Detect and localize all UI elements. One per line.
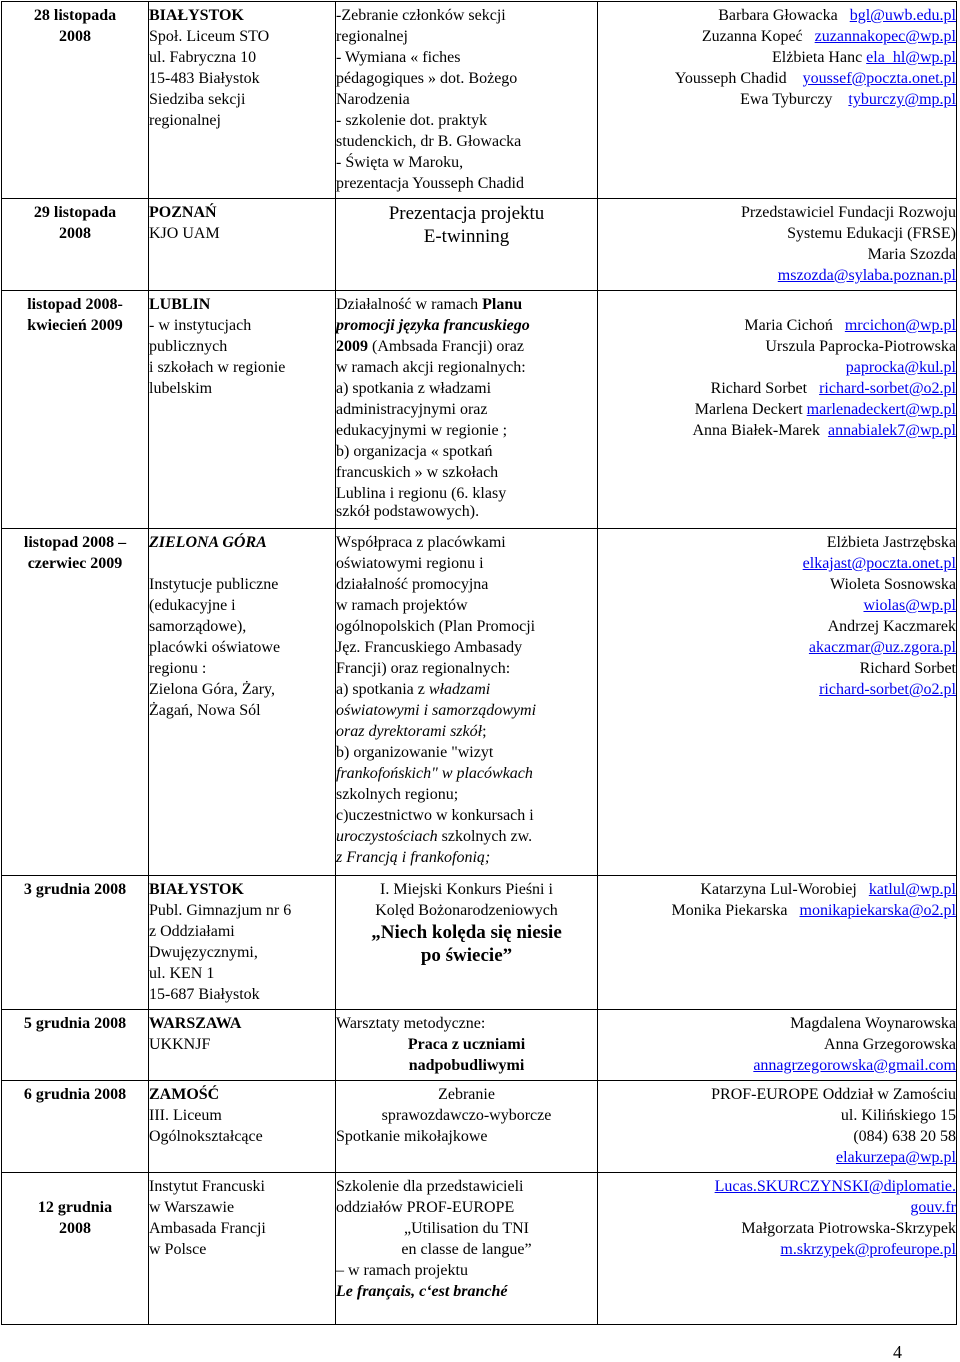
contact-cell: [598, 1010, 957, 1081]
contact-cell: [598, 2, 957, 199]
activity-line: „Utilisation du TNI: [403, 1220, 530, 1237]
activity-line: Warsztaty metodyczne:: [336, 1015, 486, 1032]
location-cell: [149, 1081, 336, 1173]
activity-text: (Ambsada Francji) oraz: [372, 338, 524, 355]
contact-line: [598, 315, 956, 336]
activity-line: [336, 826, 597, 847]
activity-line: prezentacja Yousseph Chadid: [336, 175, 524, 192]
activity-cell: [336, 876, 598, 1010]
date-line: 2008: [59, 225, 91, 242]
activity-text: Planu: [482, 296, 523, 313]
place-line: Społ. Liceum STO: [149, 28, 270, 45]
email-link[interactable]: Lucas.SKURCZYNSKI@diplomatie.: [714, 1178, 956, 1195]
date-line: 2008: [59, 1220, 91, 1237]
activity-line: frankofońskich" w placówkach: [336, 765, 533, 782]
date-cell: [2, 1010, 149, 1081]
location-cell: [149, 2, 336, 199]
activity-line: sprawozdawczo-wyborcze: [381, 1107, 552, 1124]
email-link[interactable]: m.skrzypek@profeurope.pl: [780, 1241, 956, 1258]
place-line: - w instytucjach: [149, 317, 252, 334]
activity-line: c)uczestnictwo w konkursach i: [336, 807, 534, 824]
table-row: [2, 1173, 957, 1325]
contact-name: Elżbieta Hanc: [772, 49, 863, 66]
contact-name: Wioleta Sosnowska: [829, 576, 956, 593]
location-cell: [149, 199, 336, 291]
place-line: Dwujęzycznymi,: [149, 944, 258, 961]
activity-cell: [336, 199, 598, 291]
date-line: listopad 2008-: [27, 296, 123, 313]
activity-line: - szkolenie dot. praktyk: [336, 112, 488, 129]
activity-line: a) spotkania z władzami: [336, 380, 492, 397]
activity-line: ogólnopolskich (Plan Promocji: [336, 618, 536, 635]
activity-line: w ramach projektów: [336, 597, 468, 614]
contact-name: Elżbieta Jastrzębska: [826, 534, 956, 551]
contact-cell: [598, 199, 957, 291]
activity-cell: [336, 1081, 598, 1173]
table-row: [2, 1081, 957, 1173]
place-line: z Oddziałami: [149, 923, 235, 940]
place-line: 15-483 Białystok: [149, 70, 260, 87]
contact-name: Ewa Tyburczy: [740, 91, 833, 108]
activity-text: szkolnych zw.: [441, 828, 533, 845]
contact-cell: [598, 529, 957, 876]
date-line: czerwiec 2009: [27, 555, 123, 572]
activity-line: - Święta w Maroku,: [336, 154, 464, 171]
location-cell: [149, 1173, 336, 1325]
contact-line: Przedstawiciel Fundacji Rozwoju: [740, 204, 956, 221]
table-row: [2, 876, 957, 1010]
place-line: placówki oświatowe: [149, 639, 281, 656]
place-line: regionalnej: [149, 112, 221, 129]
email-link[interactable]: mrcichon@wp.pl: [844, 317, 956, 334]
project-name: Le français, c‘est branché: [336, 1283, 508, 1300]
activity-text: Działalność w ramach: [336, 296, 479, 313]
place-line: 15-687 Białystok: [149, 986, 260, 1003]
project-title: E-twinning: [423, 226, 510, 247]
email-link[interactable]: elakurzepa@wp.pl: [835, 1149, 956, 1166]
activity-line: – w ramach projektu: [336, 1262, 468, 1279]
activity-cell: [336, 291, 598, 529]
activity-cell: [336, 529, 598, 876]
date-line: 12 grudnia: [37, 1199, 113, 1216]
spacer: [2, 1176, 148, 1197]
date-cell: [2, 876, 149, 1010]
email-link[interactable]: ela_hl@wp.pl: [866, 49, 956, 66]
project-title: Prezentacja projektu: [388, 203, 545, 224]
place-line: UKKNJF: [149, 1036, 211, 1053]
spacer: [149, 553, 335, 574]
activity-line: regionalnej: [336, 28, 408, 45]
email-link[interactable]: richard-sorbet@o2.pl: [819, 380, 956, 397]
contact-name: Richard Sorbet: [710, 380, 808, 397]
activity-line: szkolnych regionu;: [336, 786, 459, 803]
activity-line: - Wymiana « fiches: [336, 49, 461, 66]
city-name: WARSZAWA: [149, 1015, 242, 1032]
place-line: Zielona Góra, Żary,: [149, 681, 276, 698]
activity-line: pédagogiques » dot. Bożego: [336, 70, 518, 87]
contact-line: [598, 89, 956, 110]
contact-line: (084) 638 20 58: [853, 1128, 956, 1145]
activity-text: oraz dyrektorami szkół: [336, 723, 483, 740]
city-name: BIAŁYSTOK: [149, 7, 244, 24]
activity-text: 2009: [336, 338, 368, 355]
contact-name: Richard Sorbet: [859, 660, 956, 677]
contact-name: Zuzanna Kopeć: [701, 28, 803, 45]
email-link[interactable]: wiolas@wp.pl: [863, 597, 956, 614]
activity-line: Praca z uczniami: [407, 1036, 526, 1053]
contact-line: [598, 420, 956, 441]
place-line: i szkołach w regionie: [149, 359, 286, 376]
city-name: BIAŁYSTOK: [149, 881, 244, 898]
email-link[interactable]: richard-sorbet@o2.pl: [819, 681, 956, 698]
date-line: 6 grudnia 2008: [23, 1086, 127, 1103]
date-line: 2008: [59, 28, 91, 45]
place-line: ul. KEN 1: [149, 965, 215, 982]
date-cell: [2, 2, 149, 199]
activity-line: studenckich, dr B. Głowacka: [336, 133, 522, 150]
date-line: 3 grudnia 2008: [23, 881, 127, 898]
date-line: 28 listopada: [33, 7, 117, 24]
activity-line: b) organizacja « spotkań: [336, 443, 493, 460]
activity-cell: [336, 2, 598, 199]
email-link[interactable]: bgl@uwb.edu.pl: [849, 7, 956, 24]
date-line: 5 grudnia 2008: [23, 1015, 127, 1032]
activity-line: promocji języka francuskiego: [336, 317, 530, 334]
email-link[interactable]: akaczmar@uz.zgora.pl: [808, 639, 956, 656]
contact-line: PROF-EUROPE Oddział w Zamościu: [711, 1086, 956, 1103]
place-line: Instytut Francuski: [149, 1178, 265, 1195]
table-row: [2, 199, 957, 291]
contact-name: Maria Cichoń: [744, 317, 833, 334]
email-link[interactable]: katlul@wp.pl: [868, 881, 956, 898]
contact-line: Systemu Edukacji (FRSE): [787, 225, 956, 242]
contact-name: Urszula Paprocka-Piotrowska: [765, 338, 956, 355]
contact-name: Marlena Deckert: [694, 401, 803, 418]
email-link[interactable]: youssef@poczta.onet.pl: [802, 70, 956, 87]
activity-line: działalność promocyjna: [336, 576, 489, 593]
contact-line: [598, 47, 956, 68]
activity-line: Zebranie: [438, 1086, 495, 1103]
contact-line: [598, 5, 956, 26]
activity-line: edukacyjnymi w regionie ;: [336, 422, 508, 439]
place-line: III. Liceum: [149, 1107, 222, 1124]
city-name: ZIELONA GÓRA: [149, 534, 267, 551]
place-line: KJO UAM: [149, 225, 220, 242]
place-line: (edukacyjne i: [149, 597, 236, 614]
location-cell: [149, 529, 336, 876]
contact-name: Katarzyna Lul-Worobiej: [700, 881, 857, 898]
contact-name: Andrzej Kaczmarek: [827, 618, 956, 635]
activity-line: administracyjnymi oraz: [336, 401, 488, 418]
activity-line: nadpobudliwymi: [408, 1057, 525, 1074]
place-line: lubelskim: [149, 380, 213, 397]
activity-line: Spotkanie mikołajkowe: [336, 1128, 488, 1145]
place-line: regionu :: [149, 660, 207, 677]
carol-title: po świecie”: [420, 945, 513, 966]
place-line: Instytucje publiczne: [149, 576, 279, 593]
activity-line: Jęz. Francuskiego Ambasady: [336, 639, 523, 656]
email-link[interactable]: annagrzegorowska@gmail.com: [753, 1057, 956, 1074]
date-line: 29 listopada: [33, 204, 117, 221]
activity-line: francuskich » w szkołach: [336, 464, 499, 481]
contact-line: [598, 26, 956, 47]
city-name: ZAMOŚĆ: [149, 1086, 220, 1103]
contact-name: Anna Grzegorowska: [824, 1036, 956, 1053]
place-line: Siedziba sekcji: [149, 91, 246, 108]
activity-line: Francji) oraz regionalnych:: [336, 660, 511, 677]
email-link[interactable]: tyburczy@mp.pl: [848, 91, 956, 108]
table-row: [2, 2, 957, 199]
contact-name: Yousseph Chadid: [674, 70, 787, 87]
city-name: LUBLIN: [149, 296, 211, 313]
table-row: [2, 529, 957, 876]
date-cell: [2, 291, 149, 529]
activity-line: Współpraca z placówkami: [336, 534, 506, 551]
events-table: [1, 1, 957, 1325]
email-link[interactable]: monikapiekarska@o2.pl: [799, 902, 956, 919]
location-cell: [149, 876, 336, 1010]
place-line: Żagań, Nowa Sól: [149, 702, 261, 719]
place-line: Ambasada Francji: [149, 1220, 266, 1237]
location-cell: [149, 1010, 336, 1081]
activity-cell: [336, 1173, 598, 1325]
date-line: kwiecień 2009: [27, 317, 123, 334]
contact-line: ul. Kilińskiego 15: [840, 1107, 956, 1124]
email-link[interactable]: marlenadeckert@wp.pl: [806, 401, 956, 418]
email-link[interactable]: annabialek7@wp.pl: [827, 422, 956, 439]
contact-name: Małgorzata Piotrowska-Skrzypek: [741, 1220, 956, 1237]
activity-text: władzami: [428, 681, 491, 698]
activity-text: a) spotkania z: [336, 681, 425, 698]
activity-text: uroczystościach: [336, 828, 438, 845]
activity-line: I. Miejski Konkurs Pieśni i: [380, 881, 553, 898]
date-cell: [2, 199, 149, 291]
contact-line: [598, 900, 956, 921]
activity-line: Narodzenia: [336, 91, 410, 108]
activity-line: z Francją i frankofonią;: [336, 849, 491, 866]
contact-cell: [598, 1173, 957, 1325]
contact-name: Anna Białek-Marek: [692, 422, 820, 439]
activity-line: [336, 721, 597, 742]
activity-line: [336, 679, 597, 700]
activity-cell: [336, 1010, 598, 1081]
activity-line: oświatowymi i samorządowymi: [336, 702, 537, 719]
email-link[interactable]: elkajast@poczta.onet.pl: [802, 555, 956, 572]
table-row: [2, 1010, 957, 1081]
spacer: [598, 294, 956, 315]
table-row: [2, 291, 957, 529]
contact-cell: [598, 1081, 957, 1173]
activity-line: [336, 336, 597, 357]
contact-line: [598, 378, 956, 399]
place-line: ul. Fabryczna 10: [149, 49, 257, 66]
place-line: samorządowe),: [149, 618, 247, 635]
contact-cell: [598, 291, 957, 529]
contact-line: [598, 879, 956, 900]
place-line: Publ. Gimnazjum nr 6: [149, 902, 292, 919]
contact-line: [598, 399, 956, 420]
date-cell: [2, 529, 149, 876]
activity-line: Szkolenie dla przedstawicieli: [336, 1178, 524, 1195]
place-line: w Polsce: [149, 1241, 207, 1258]
activity-text: ;: [482, 723, 487, 740]
email-link[interactable]: zuzannakopec@wp.pl: [814, 28, 956, 45]
contact-name: Magdalena Woynarowska: [790, 1015, 956, 1032]
contact-name: Monika Piekarska: [671, 902, 788, 919]
activity-line: Lublina i regionu (6. klasy: [336, 485, 507, 502]
activity-line: b) organizowanie "wizyt: [336, 744, 494, 761]
activity-line: -Zebranie członków sekcji: [336, 7, 506, 24]
activity-line: en classe de langue”: [401, 1241, 532, 1258]
activity-line: Kolęd Bożonarodzeniowych: [375, 902, 558, 919]
activity-line: [336, 294, 597, 315]
date-line: listopad 2008 –: [23, 534, 127, 551]
contact-name: Maria Szozda: [867, 246, 956, 263]
activity-line: w ramach akcji regionalnych:: [336, 359, 526, 376]
contact-line: [598, 68, 956, 89]
place-line: publicznych: [149, 338, 228, 355]
location-cell: [149, 291, 336, 529]
activity-line: oddziałów PROF-EUROPE: [336, 1199, 515, 1216]
city-name: POZNAŃ: [149, 204, 217, 221]
activity-line: oświatowymi regionu i: [336, 555, 484, 572]
place-line: Ogólnokształcące: [149, 1128, 263, 1145]
place-line: w Warszawie: [149, 1199, 235, 1216]
contact-name: Barbara Głowacka: [718, 7, 838, 24]
email-link[interactable]: gouv.fr: [910, 1199, 956, 1216]
date-cell: [2, 1081, 149, 1173]
date-cell: [2, 1173, 149, 1325]
carol-title: „Niech kolęda się niesie: [371, 922, 562, 943]
email-link[interactable]: mszozda@sylaba.poznan.pl: [777, 267, 956, 284]
email-link[interactable]: paprocka@kul.pl: [845, 359, 956, 376]
activity-line: szkół podstawowych).: [336, 503, 480, 520]
contact-cell: [598, 876, 957, 1010]
page-number: 4: [893, 1342, 902, 1362]
